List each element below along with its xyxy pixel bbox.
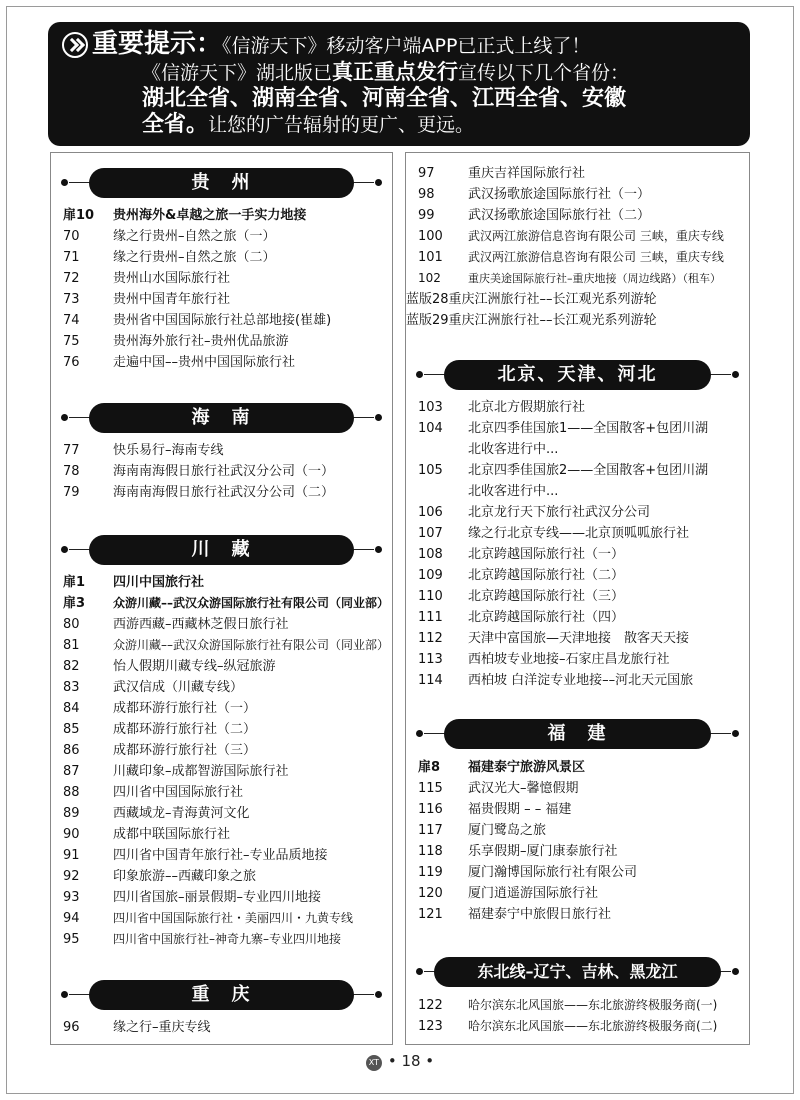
list-item: 71 缘之行贵州–自然之旅（二）: [63, 250, 276, 265]
list-item: 105 北京四季佳国旅2——全国散客+包团川湖: [418, 463, 709, 478]
publication-logo-icon: XT: [366, 1055, 382, 1071]
list-item: 121 福建泰宁中旅假日旅行社: [418, 907, 612, 922]
section-title: 重 庆: [89, 980, 354, 1010]
list-item: 123 哈尔滨东北风国旅——东北旅游终极服务商(二): [418, 1019, 718, 1034]
list-item: 扉8 福建泰宁旅游风景区: [418, 760, 586, 775]
section-title: 川 藏: [89, 535, 354, 565]
list-item: 86 成都环游行旅行社（三）: [63, 743, 257, 758]
list-item: 114 西柏坡 白洋淀专业地接––河北天元国旅: [418, 673, 694, 688]
list-item: 扉3 众游川藏––武汉众游国际旅行社有限公司（同业部）: [63, 596, 390, 611]
list-item: 95 四川省中国旅行社–神奇九寨–专业四川地接: [63, 932, 342, 947]
list-item: 90 成都中联国际旅行社: [63, 827, 231, 842]
list-item: 78 海南南海假日旅行社武汉分公司（一）: [63, 464, 335, 479]
page-footer: [0, 1052, 800, 1071]
section-title: 福 建: [444, 719, 711, 749]
list-item: 93 四川省国旅–丽景假期–专业四川地接: [63, 890, 322, 905]
fast-forward-icon: [62, 32, 88, 58]
section-header-beijing: [416, 360, 739, 390]
list-item: 109 北京跨越国际旅行社（二）: [418, 568, 625, 583]
section-title: 海 南: [89, 403, 354, 433]
page-number: • 18 •: [387, 1052, 435, 1070]
banner-slogan: 让您的广告辐射的更广、更远。: [208, 114, 475, 136]
list-item: 73 贵州中国青年旅行社: [63, 292, 231, 307]
list-item: 107 缘之行北京专线——北京顶呱呱旅行社: [418, 526, 690, 541]
list-item: 扉10 贵州海外&卓越之旅一手实力地接: [63, 208, 307, 223]
notice-banner: [48, 22, 750, 146]
list-item: 81 众游川藏––武汉众游国际旅行社有限公司（同业部）: [63, 638, 390, 653]
list-item: 113 西柏坡专业地接–石家庄昌龙旅行社: [418, 652, 670, 667]
list-item: 北收客进行中...: [468, 484, 559, 499]
list-item: 92 印象旅游––西藏印象之旅: [63, 869, 257, 884]
list-item: 96 缘之行–重庆专线: [63, 1020, 211, 1035]
section-list-chongqing: [51, 1017, 392, 1038]
list-item: 112 天津中富国旅—天津地接 散客天天接: [418, 631, 690, 646]
section-header-fujian: [416, 719, 739, 749]
list-item: 118 乐享假期–厦门康泰旅行社: [418, 844, 618, 859]
banner-provinces: 湖北全省、湖南全省、河南全省、江西全省、安徽: [142, 86, 627, 111]
list-item: 106 北京龙行天下旅行社武汉分公司: [418, 505, 651, 520]
list-item: 94 四川省中国国际旅行社・美丽四川・九黄专线: [63, 911, 354, 926]
list-item: 91 四川省中国青年旅行社–专业品质地接: [63, 848, 328, 863]
section-header-guizhou: [61, 168, 382, 198]
list-item: 79 海南南海假日旅行社武汉分公司（二）: [63, 485, 335, 500]
list-item: 80 西游西藏–西藏林芝假日旅行社: [63, 617, 289, 632]
list-item: 97 重庆吉祥国际旅行社: [418, 166, 586, 181]
list-item: 119 厦门瀚博国际旅行社有限公司: [418, 865, 638, 880]
section-header-dongbei: [416, 957, 739, 987]
section-list-dongbei: [406, 995, 749, 1037]
list-item: 76 走遍中国––贵州中国国际旅行社: [63, 355, 296, 370]
banner-app-announcement: 《信游天下》移动客户端APP已正式上线了！: [222, 35, 591, 57]
list-item: 111 北京跨越国际旅行社（四）: [418, 610, 625, 625]
list-item: 116 福贵假期 – – 福建: [418, 802, 572, 817]
list-item: 74 贵州省中国国际旅行社总部地接(崔雄): [63, 313, 332, 328]
list-item: 122 哈尔滨东北风国旅——东北旅游终极服务商(一): [418, 998, 718, 1013]
section-header-chuanzang: [61, 535, 382, 565]
list-item: 115 武汉光大–馨憶假期: [418, 781, 579, 796]
list-item: 扉1 四川中国旅行社: [63, 575, 205, 590]
list-item: 83 武汉信成（川藏专线）: [63, 680, 244, 695]
list-item: 102 重庆美途国际旅行社–重庆地接（周边线路）（租车）: [418, 271, 721, 285]
section-list-chuanzang: [51, 572, 392, 950]
banner-line-4: [62, 112, 736, 138]
section-list-beijing: [406, 397, 749, 691]
banner-line-2: [62, 59, 736, 86]
list-item: 108 北京跨越国际旅行社（一）: [418, 547, 625, 562]
section-list-guizhou: [51, 205, 392, 373]
section-header-hainan: [61, 403, 382, 433]
list-item: 75 贵州海外旅行社–贵州优品旅游: [63, 334, 289, 349]
section-list-hainan: [51, 440, 392, 503]
list-item: 北收客进行中...: [468, 442, 559, 457]
banner-provinces-intro: 宣传以下几个省份：: [458, 62, 630, 84]
section-list-chongqing-continued: [406, 163, 749, 331]
list-item: 98 武汉扬歌旅途国际旅行社（一）: [418, 187, 651, 202]
list-item: 72 贵州山水国际旅行社: [63, 271, 231, 286]
list-item: 84 成都环游行旅行社（一）: [63, 701, 257, 716]
list-item: 103 北京北方假期旅行社: [418, 400, 586, 415]
left-column: [50, 152, 393, 1045]
list-item: 87 川藏印象–成都智游国际旅行社: [63, 764, 289, 779]
list-item: 85 成都环游行旅行社（二）: [63, 722, 257, 737]
list-item: 88 四川省中国国际旅行社: [63, 785, 244, 800]
banner-edition: 《信游天下》湖北版已: [142, 62, 333, 84]
list-item: 89 西藏域龙–青海黄河文化: [63, 806, 250, 821]
list-item: 104 北京四季佳国旅1——全国散客+包团川湖: [418, 421, 709, 436]
list-item: 99 武汉扬歌旅途国际旅行社（二）: [418, 208, 651, 223]
banner-title: 重要提示：: [92, 29, 223, 59]
section-title: 贵 州: [89, 168, 354, 198]
list-item: 117 厦门鹭岛之旅: [418, 823, 547, 838]
list-item: 70 缘之行贵州–自然之旅（一）: [63, 229, 276, 244]
section-header-chongqing: [61, 980, 382, 1010]
list-item: 蓝版29重庆江洲旅行社––长江观光系列游轮: [406, 313, 657, 328]
section-title: 北京、天津、河北: [444, 360, 711, 390]
list-item: 110 北京跨越国际旅行社（三）: [418, 589, 625, 604]
section-list-fujian: [406, 757, 749, 925]
list-item: 82 怡人假期川藏专线–纵冠旅游: [63, 659, 276, 674]
list-item: 77 快乐易行–海南专线: [63, 443, 224, 458]
list-item: 101 武汉两江旅游信息咨询有限公司 三峡，重庆专线: [418, 250, 724, 265]
list-item: 100 武汉两江旅游信息咨询有限公司 三峡，重庆专线: [418, 229, 724, 244]
banner-provinces-end: 全省。: [142, 112, 209, 137]
list-item: 蓝版28重庆江洲旅行社––长江观光系列游轮: [406, 292, 657, 307]
section-title: 东北线–辽宁、吉林、黑龙江: [434, 957, 721, 987]
right-column: [405, 152, 750, 1045]
banner-line-1: [62, 31, 736, 59]
banner-highlight: 真正重点发行: [332, 60, 459, 84]
list-item: 120 厦门逍遥游国际旅行社: [418, 886, 599, 901]
